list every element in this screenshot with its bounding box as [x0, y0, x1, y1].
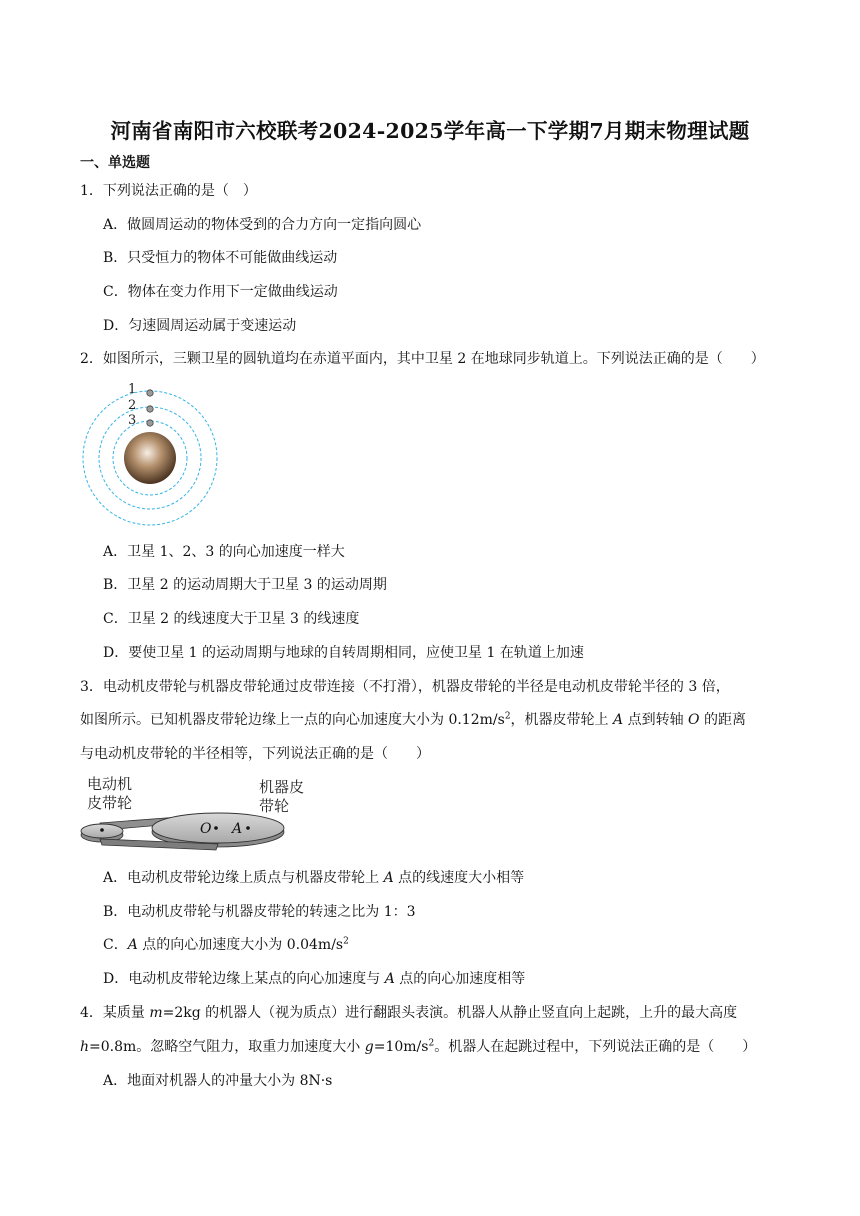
text-run: 如图所示。已知机器皮带轮边缘上一点的向心加速度大小为 0.12m/s [80, 712, 505, 728]
satellite-label-2: 2 [128, 398, 137, 413]
q1-option-b [103, 247, 337, 267]
text-run: ，机器皮带轮上 [510, 712, 613, 728]
label-line: 皮带轮 [87, 794, 133, 812]
text-run: 电动机皮带轮与机器皮带轮的转速之比为 1：3 [127, 904, 416, 920]
option-letter: C． [103, 937, 128, 953]
page-title: 河南省南阳市六校联考2024-2025学年高一下学期7月期末物理试题 [110, 119, 750, 143]
text-run: 电动机皮带轮边缘上质点与机器皮带轮上 [127, 870, 384, 886]
text-run: 。机器人在起跳过程中，下列说法正确的是（ ） [434, 1039, 757, 1055]
q3-option-b [103, 901, 416, 921]
option-text: 只受恒力的物体不可能做曲线运动 [127, 250, 338, 266]
text-run: 点的向心加速度大小为 0.04m/s [137, 937, 344, 953]
satellite-label-3: 3 [128, 413, 137, 428]
q2-option-c [103, 608, 359, 628]
text-run: 点的线速度大小相等 [393, 870, 525, 886]
satellite-3 [147, 420, 153, 426]
point-a-label: A [232, 821, 243, 837]
q2-option-b [103, 574, 387, 594]
satellite-label-1: 1 [128, 382, 137, 397]
text-run: 的距离 [699, 712, 746, 728]
variable-o: O [688, 712, 700, 728]
option-text: 卫星 2 的线速度大于卫星 3 的线速度 [127, 611, 360, 627]
q1-option-c [103, 281, 338, 301]
machine-pulley [152, 813, 284, 843]
option-letter: B． [103, 250, 128, 266]
q3-option-c [103, 934, 349, 954]
option-text: 匀速圆周运动属于变速运动 [128, 318, 297, 334]
question-4-stem-line-2 [80, 1036, 756, 1056]
variable-a: A [127, 937, 138, 953]
point-o-label: O [200, 821, 212, 837]
motor-pulley-point [100, 828, 104, 832]
option-letter: C． [103, 284, 128, 300]
q2-option-a [103, 541, 345, 561]
option-text: 卫星 2 的运动周期大于卫星 3 的运动周期 [127, 577, 387, 593]
variable-a: A [383, 870, 394, 886]
q1-option-d [103, 315, 296, 335]
option-text: 要使卫星 1 的运动周期与地球的自转周期相同，应使卫星 1 在轨道上加速 [128, 645, 584, 661]
variable-g: g [364, 1039, 374, 1055]
text-run: 电动机皮带轮边缘上某点的向心加速度与 [128, 971, 385, 987]
question-3-stem-line-3: 与电动机皮带轮的半径相等，下列说法正确的是（ ） [80, 746, 430, 762]
satellite-orbit-figure [80, 378, 220, 528]
option-text: 卫星 1、2、3 的向心加速度一样大 [127, 544, 345, 560]
point-o [214, 826, 218, 830]
option-letter: A． [103, 870, 128, 886]
belt-pulley-figure [80, 808, 290, 854]
section-heading: 一、单选题 [80, 155, 150, 171]
question-3-stem-line-1: 3．电动机皮带轮与机器皮带轮通过皮带连接（不打滑），机器皮带轮的半径是电动机皮带轮半径的 3 倍， [80, 679, 730, 695]
option-letter: B． [103, 577, 128, 593]
option-text: 物体在变力作用下一定做曲线运动 [127, 284, 338, 300]
q1-option-a [103, 214, 421, 234]
label-line: 带轮 [259, 797, 290, 815]
option-text: 做圆周运动的物体受到的合力方向一定指向圆心 [127, 217, 422, 233]
option-letter: A． [103, 544, 128, 560]
option-letter: C． [103, 611, 128, 627]
option-letter: D． [103, 318, 129, 334]
text-run: 点的向心加速度相等 [394, 971, 526, 987]
option-letter: D． [103, 645, 129, 661]
option-letter: A． [103, 217, 128, 233]
q3-option-d [103, 968, 525, 988]
text-run: =0.8m。忽略空气阻力，取重力加速度大小 [89, 1039, 365, 1055]
q4-option-a [103, 1070, 332, 1090]
text-run: 点到转轴 [623, 712, 689, 728]
satellite-2 [147, 406, 153, 412]
variable-h: h [80, 1039, 90, 1055]
text-run: =2kg 的机器人（视为质点）进行翻跟头表演。机器人从静止竖直向上起跳，上升的最大高度 [162, 1005, 738, 1021]
satellite-1 [147, 390, 153, 396]
option-letter: A． [103, 1073, 128, 1089]
q3-option-a [103, 867, 524, 887]
variable-a: A [384, 971, 395, 987]
question-3-stem-line-2 [80, 709, 746, 729]
text-run: 4．某质量 [80, 1005, 150, 1021]
point-a [246, 826, 250, 830]
variable-a: A [613, 712, 624, 728]
label-line: 机器皮 [259, 778, 305, 796]
option-text: 地面对机器人的冲量大小为 8N·s [127, 1073, 333, 1089]
superscript: 2 [504, 711, 511, 722]
question-1-stem: 1．下列说法正确的是（ ） [80, 183, 257, 199]
text-run: =10m/s [373, 1039, 429, 1055]
label-line: 电动机 [87, 775, 133, 793]
option-letter: D． [103, 971, 129, 987]
q2-option-d [103, 642, 584, 662]
question-2-stem: 2．如图所示，三颗卫星的圆轨道均在赤道平面内，其中卫星 2 在地球同步轨道上。下列说法正确的是（ ） [80, 351, 765, 367]
superscript: 2 [428, 1038, 435, 1049]
superscript: 2 [343, 936, 349, 947]
earth [124, 432, 176, 484]
question-4-stem-line-1 [80, 1002, 737, 1022]
option-letter: B． [103, 904, 128, 920]
variable-m: m [149, 1005, 163, 1021]
